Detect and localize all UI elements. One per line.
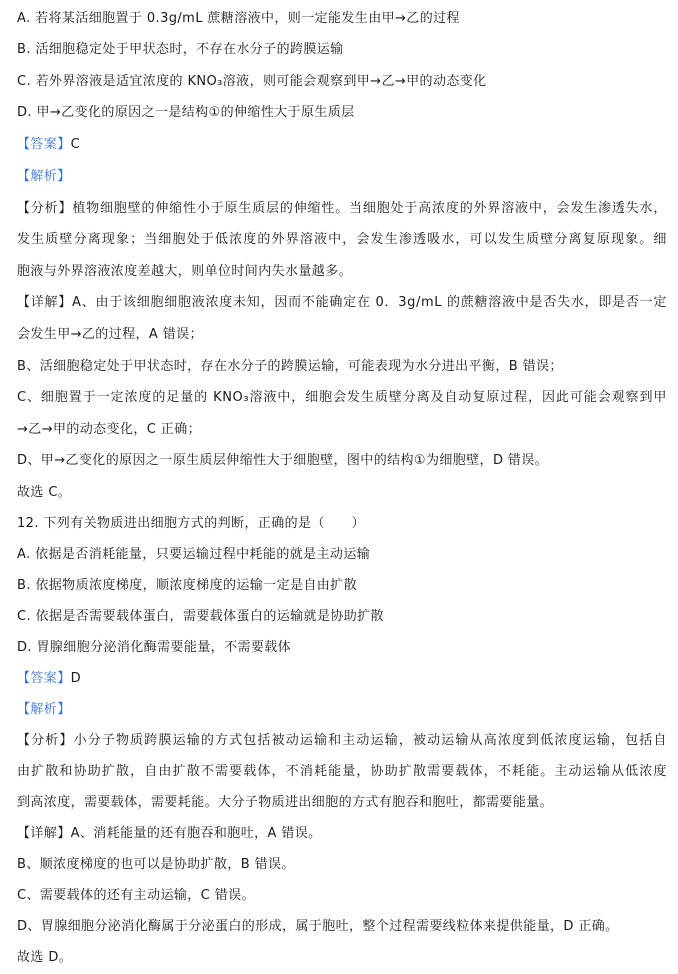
q11-option-a: A. 若将某活细胞置于 0.3g/mL 蔗糖溶液中，则一定能发生由甲→乙的过程 <box>17 11 460 26</box>
q12-option-a: A. 依据是否消耗能量，只要运输过程中耗能的就是主动运输 <box>17 547 371 562</box>
q12-analysis-row <box>17 701 667 719</box>
q12-fenxi-line-3: 到高浓度，需要载体，需要耗能。大分子物质进出细胞的方式有胞吞和胞吐，都需要能量。 <box>17 795 554 810</box>
q11-fenxi-line-2: 发生质壁分离现象；当细胞处于低浓度的外界溶液中，会发生渗透吸水，可以发生质壁分离复原现象。细 <box>17 232 667 247</box>
q12-detail-d: D、胃腺细胞分泌消化酶属于分泌蛋白的形成，属于胞吐，整个过程需要线粒体来提供能量，D 正确。 <box>17 919 619 934</box>
q11-fenxi-tag: 【分析】 <box>17 201 73 216</box>
q12-fenxi-text-1: 小分子物质跨膜运输的方式包括被动运输和主动运输，被动运输从高浓度到低浓度运输，包括自 <box>73 733 667 748</box>
q12-option-c: C. 依据是否需要载体蛋白，需要载体蛋白的运输就是协助扩散 <box>17 609 384 624</box>
q12-fenxi-line-2: 由扩散和协助扩散，自由扩散不需要载体，不消耗能量，协助扩散需要载体，不耗能。主动运输从低浓度 <box>17 764 667 779</box>
q12-option-b: B. 依据物质浓度梯度，顺浓度梯度的运输一定是自由扩散 <box>17 578 357 593</box>
q11-analysis-tag: 【解析】 <box>17 169 71 184</box>
q11-detail-line-2: 会发生甲→乙的过程，A 错误； <box>17 327 203 342</box>
q12-detail-a: A、消耗能量的还有胞吞和胞吐，A 错误。 <box>70 826 322 841</box>
q12-detail-b: B、顺浓度梯度的也可以是协助扩散，B 错误。 <box>17 857 295 872</box>
q12-option-d: D. 胃腺细胞分泌消化酶需要能量，不需要载体 <box>17 640 292 655</box>
q11-answer-value: C <box>70 137 81 152</box>
q11-detail-tag: 【详解】 <box>17 295 73 310</box>
q11-option-b: B. 活细胞稳定处于甲状态时，不存在水分子的跨膜运输 <box>17 42 344 57</box>
q11-detail-b: B、活细胞稳定处于甲状态时，存在水分子的跨膜运输，可能表现为水分进出平衡，B 错误； <box>17 359 563 374</box>
q12-answer-value: D <box>70 671 82 686</box>
q12-fenxi-tag: 【分析】 <box>17 733 74 748</box>
q12-answer-tag: 【答案】 <box>17 671 71 686</box>
q11-detail-c-line-2: →乙→甲的动态变化，C 正确； <box>17 422 201 437</box>
q11-answer-tag: 【答案】 <box>17 137 71 152</box>
q12-answer-row <box>17 670 667 688</box>
q11-detail-text-1: A、由于该细胞细胞液浓度未知，因而不能确定在 0．3g/mL 的蔗糖溶液中是否失水，即是否一定 <box>72 295 667 310</box>
q11-answer-row <box>17 136 667 154</box>
q11-detail-c-line-1: C、细胞置于一定浓度的足量的 KNO₃溶液中，细胞会发生质壁分离及自动复原过程，因此可能会观察到甲 <box>17 390 667 405</box>
q11-detail-d: D、甲→乙变化的原因之一原生质层伸缩性大于细胞壁，图中的结构①为细胞壁，D 错误。 <box>17 453 549 468</box>
q11-analysis-row <box>17 168 667 186</box>
q11-fenxi-text-1: 植物细胞壁的伸缩性小于原生质层的伸缩性。当细胞处于高浓度的外界溶液中，会发生渗透失水， <box>72 201 667 216</box>
q12-question: 12. 下列有关物质进出细胞方式的判断，正确的是（ ） <box>17 516 366 531</box>
q11-detail-line-1 <box>17 294 667 312</box>
q11-option-d: D. 甲→乙变化的原因之一是结构①的伸缩性大于原生质层 <box>17 105 355 120</box>
q11-fenxi-line-3: 胞液与外界溶液浓度差越大，则单位时间内失水量越多。 <box>17 264 353 279</box>
q12-detail-line-1 <box>17 825 667 843</box>
q12-detail-c: C、需要载体的还有主动运输，C 错误。 <box>17 888 255 903</box>
q12-detail-tag: 【详解】 <box>17 826 71 841</box>
q11-option-c: C. 若外界溶液是适宜浓度的 KNO₃溶液，则可能会观察到甲→乙→甲的动态变化 <box>17 74 487 89</box>
q11-fenxi-line-1 <box>17 200 667 218</box>
q11-conclusion: 故选 C。 <box>17 485 72 500</box>
q12-analysis-tag: 【解析】 <box>17 702 71 717</box>
q12-conclusion: 故选 D。 <box>17 950 73 965</box>
q12-fenxi-line-1 <box>17 732 667 750</box>
